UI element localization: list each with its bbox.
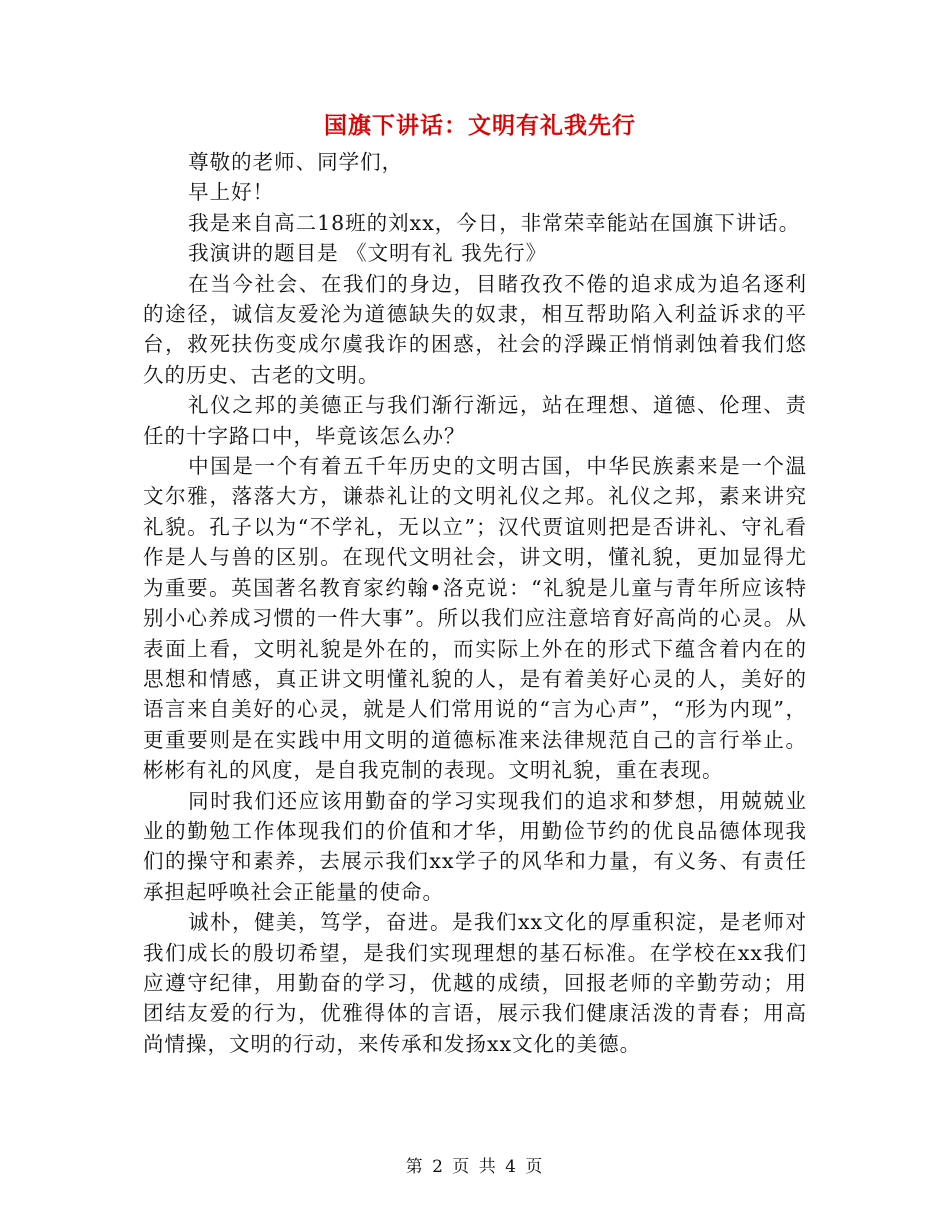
paragraph-body: 礼仪之邦的美德正与我们渐行渐远，站在理想、道德、伦理、责任的十字路口中，毕竟该怎么办？ bbox=[143, 393, 807, 448]
paragraph-greeting: 尊敬的老师、同学们， bbox=[188, 150, 404, 174]
paragraph-topic: 我演讲的题目是 《文明有礼 我先行》 bbox=[188, 241, 548, 266]
document-title: 国旗下讲话：文明有礼我先行 bbox=[324, 112, 636, 139]
paragraph-introduction: 我是来自高二18班的刘xx，今日，非常荣幸能站在国旗下讲话。 bbox=[188, 210, 801, 235]
paragraph-body: 同时我们还应该用勤奋的学习实现我们的追求和梦想，用兢兢业业的勤勉工作体现我们的价值和才华，用勤俭节约的优良品德体现我们的操守和素养，去展示我们xx学子的风华和力量，有义务、有责任承担起呼唤社会正能量的使命。 bbox=[143, 788, 807, 904]
page-number-footer: 第 2 页 共 4 页 bbox=[405, 1157, 545, 1177]
paragraph-good-morning: 早上好！ bbox=[188, 180, 275, 205]
document-page bbox=[143, 100, 807, 1059]
paragraph-body: 中国是一个有着五千年历史的文明古国，中华民族素来是一个温文尔雅，落落大方，谦恭礼让的文明礼仪之邦。礼仪之邦，素来讲究礼貌。孔子以为“不学礼，无以立”；汉代贾谊则把是否讲礼、守礼看作是人与兽的区别。在现代文明社会，讲文明，懂礼貌，更加显得尤为重要。英国著名教育家约翰•洛克说：“礼貌是儿童与青年所应该特别小心养成习惯的一件大事”。所以我们应注意培育好高尚的心灵。从表面上看，文明礼貌是外在的，而实际上外在的形式下蕴含着内在的思想和情感，真正讲文明懂礼貌的人，是有着美好心灵的人，美好的语言来自美好的心灵，就是人们常用说的“言为心声”，“形为内现”，更重要则是在实践中用文明的道德标准来法律规范自己的言行举止。彬彬有礼的风度，是自我克制的表现。文明礼貌，重在表现。 bbox=[143, 454, 807, 783]
paragraph-body: 在当今社会、在我们的身边，目睹孜孜不倦的追求成为追名逐利的途径，诚信友爱沦为道德缺失的奴隶，相互帮助陷入利益诉求的平台，救死扶伤变成尔虞我诈的困惑，社会的浮躁正悄悄剥蚀着我们悠久的历史、古老的文明。 bbox=[143, 271, 807, 387]
document-body bbox=[143, 147, 807, 1059]
paragraph-body: 诚朴，健美，笃学，奋进。是我们xx文化的厚重积淀，是老师对我们成长的殷切希望，是我们实现理想的基石标准。在学校在xx我们应遵守纪律，用勤奋的学习，优越的成绩，回报老师的辛勤劳动；用团结友爱的行为，优雅得体的言语，展示我们健康活泼的青春；用高尚情操，文明的行动，来传承和发扬xx文化的美德。 bbox=[143, 910, 807, 1056]
